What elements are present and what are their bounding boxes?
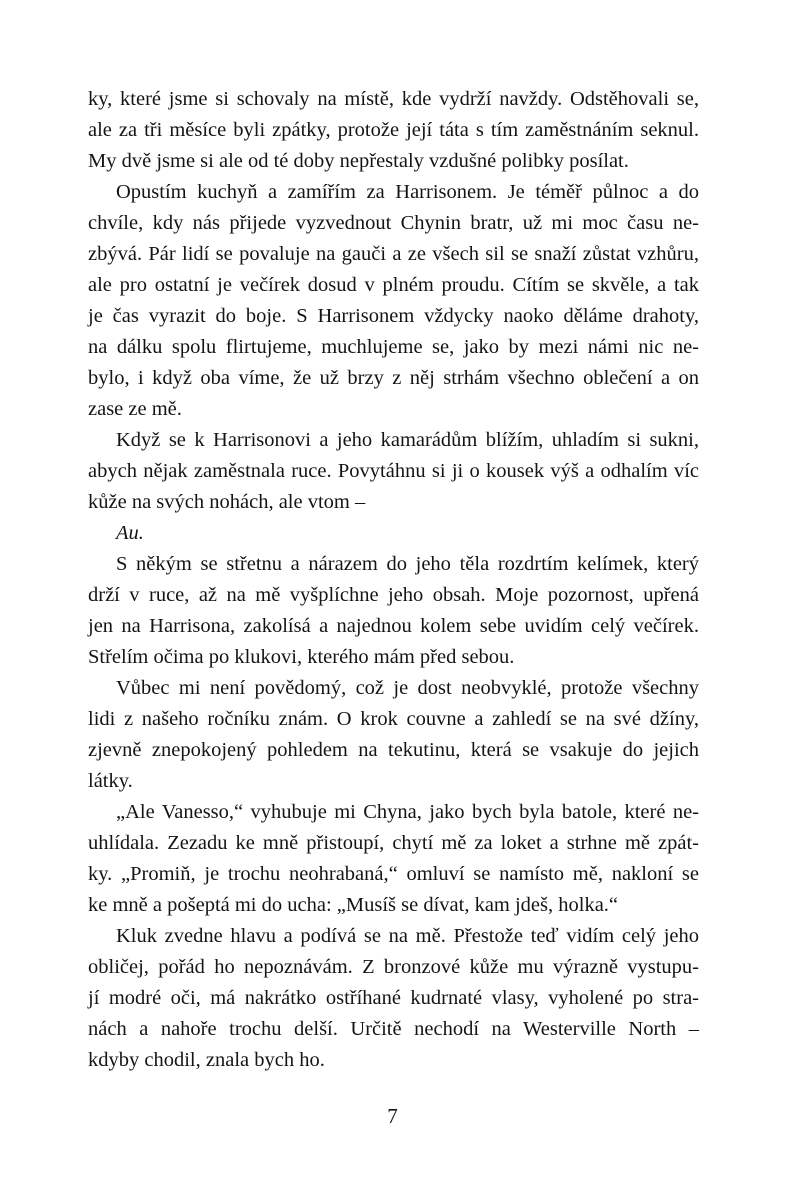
page-number: 7 [387, 1104, 398, 1128]
text-line: látky. [88, 770, 133, 792]
text-line: kůže na svých nohách, ale vtom – [88, 491, 366, 513]
text-line: ky. „Promiň, je trochu neohrabaná,“ omluví se namísto mě, nakloní se [88, 863, 699, 885]
text-line: uhlídala. Zezadu ke mně přistoupí, chytí mě za loket a strhne mě zpát- [88, 832, 699, 854]
text-line: jen na Harrisona, zakolísá a najednou kolem sebe uvidím celý večírek. [88, 615, 699, 637]
text-line: S někým se střetnu a nárazem do jeho těla rozdrtím kelímek, který [116, 553, 699, 575]
text-line: jí modré oči, má nakrátko ostříhané kudrnaté vlasy, vyholené po stra- [88, 987, 699, 1009]
text-line: drží v ruce, až na mě vyšplíchne jeho obsah. Moje pozornost, upřená [88, 584, 699, 606]
text-line: ky, které jsme si schovaly na místě, kde vydrží navždy. Odstěhovali se, [88, 88, 699, 110]
text-line: Kluk zvedne hlavu a podívá se na mě. Přestože teď vidím celý jeho [116, 925, 699, 947]
text-line: zjevně znepokojený pohledem na tekutinu, která se vsakuje do jejich [88, 739, 699, 761]
body-text [88, 84, 699, 1076]
text-line: zbývá. Pár lidí se povaluje na gauči a ze všech sil se snaží zůstat vzhůru, [88, 243, 699, 265]
text-line: ale pro ostatní je večírek dosud v plném proudu. Cítím se skvěle, a tak [88, 274, 699, 296]
text-line: je čas vyrazit do boje. S Harrisonem vždycky naoko děláme drahoty, [88, 305, 699, 327]
text-line: Střelím očima po klukovi, kterého mám před sebou. [88, 646, 515, 668]
text-line: „Ale Vanesso,“ vyhubuje mi Chyna, jako bych byla batole, které ne- [116, 801, 699, 823]
text-line: abych nějak zaměstnala ruce. Povytáhnu si ji o kousek výš a odhalím víc [88, 460, 699, 482]
text-line: Au. [116, 522, 144, 544]
text-line: Opustím kuchyň a zamířím za Harrisonem. Je téměř půlnoc a do [116, 181, 699, 203]
text-line: My dvě jsme si ale od té doby nepřestaly vzdušné polibky posílat. [88, 150, 629, 172]
text-line: ale za tři měsíce byli zpátky, protože její táta s tím zaměstnáním seknul. [88, 119, 699, 141]
text-line: zase ze mě. [88, 398, 182, 420]
text-line: kdyby chodil, znala bych ho. [88, 1049, 325, 1071]
text-line: lidi z našeho ročníku znám. O krok couvne a zahledí se na své džíny, [88, 708, 699, 730]
text-line: obličej, pořád ho nepoznávám. Z bronzové kůže mu výrazně vystupu- [88, 956, 699, 978]
text-line: na dálku spolu flirtujeme, muchlujeme se, jako by mezi námi nic ne- [88, 336, 699, 358]
text-line: ke mně a pošeptá mi do ucha: „Musíš se dívat, kam jdeš, holka.“ [88, 894, 619, 916]
text-line: Když se k Harrisonovi a jeho kamarádům blížím, uhladím si sukni, [116, 429, 699, 451]
text-line: Vůbec mi není povědomý, což je dost neobvyklé, protože všechny [116, 677, 699, 699]
text-line: nách a nahoře trochu delší. Určitě nechodí na Westerville North – [88, 1018, 699, 1040]
text-line: bylo, i když oba víme, že už brzy z něj strhám všechno oblečení a on [88, 367, 699, 389]
text-line: chvíle, kdy nás přijede vyzvednout Chynin bratr, už mi moc času ne- [88, 212, 699, 234]
